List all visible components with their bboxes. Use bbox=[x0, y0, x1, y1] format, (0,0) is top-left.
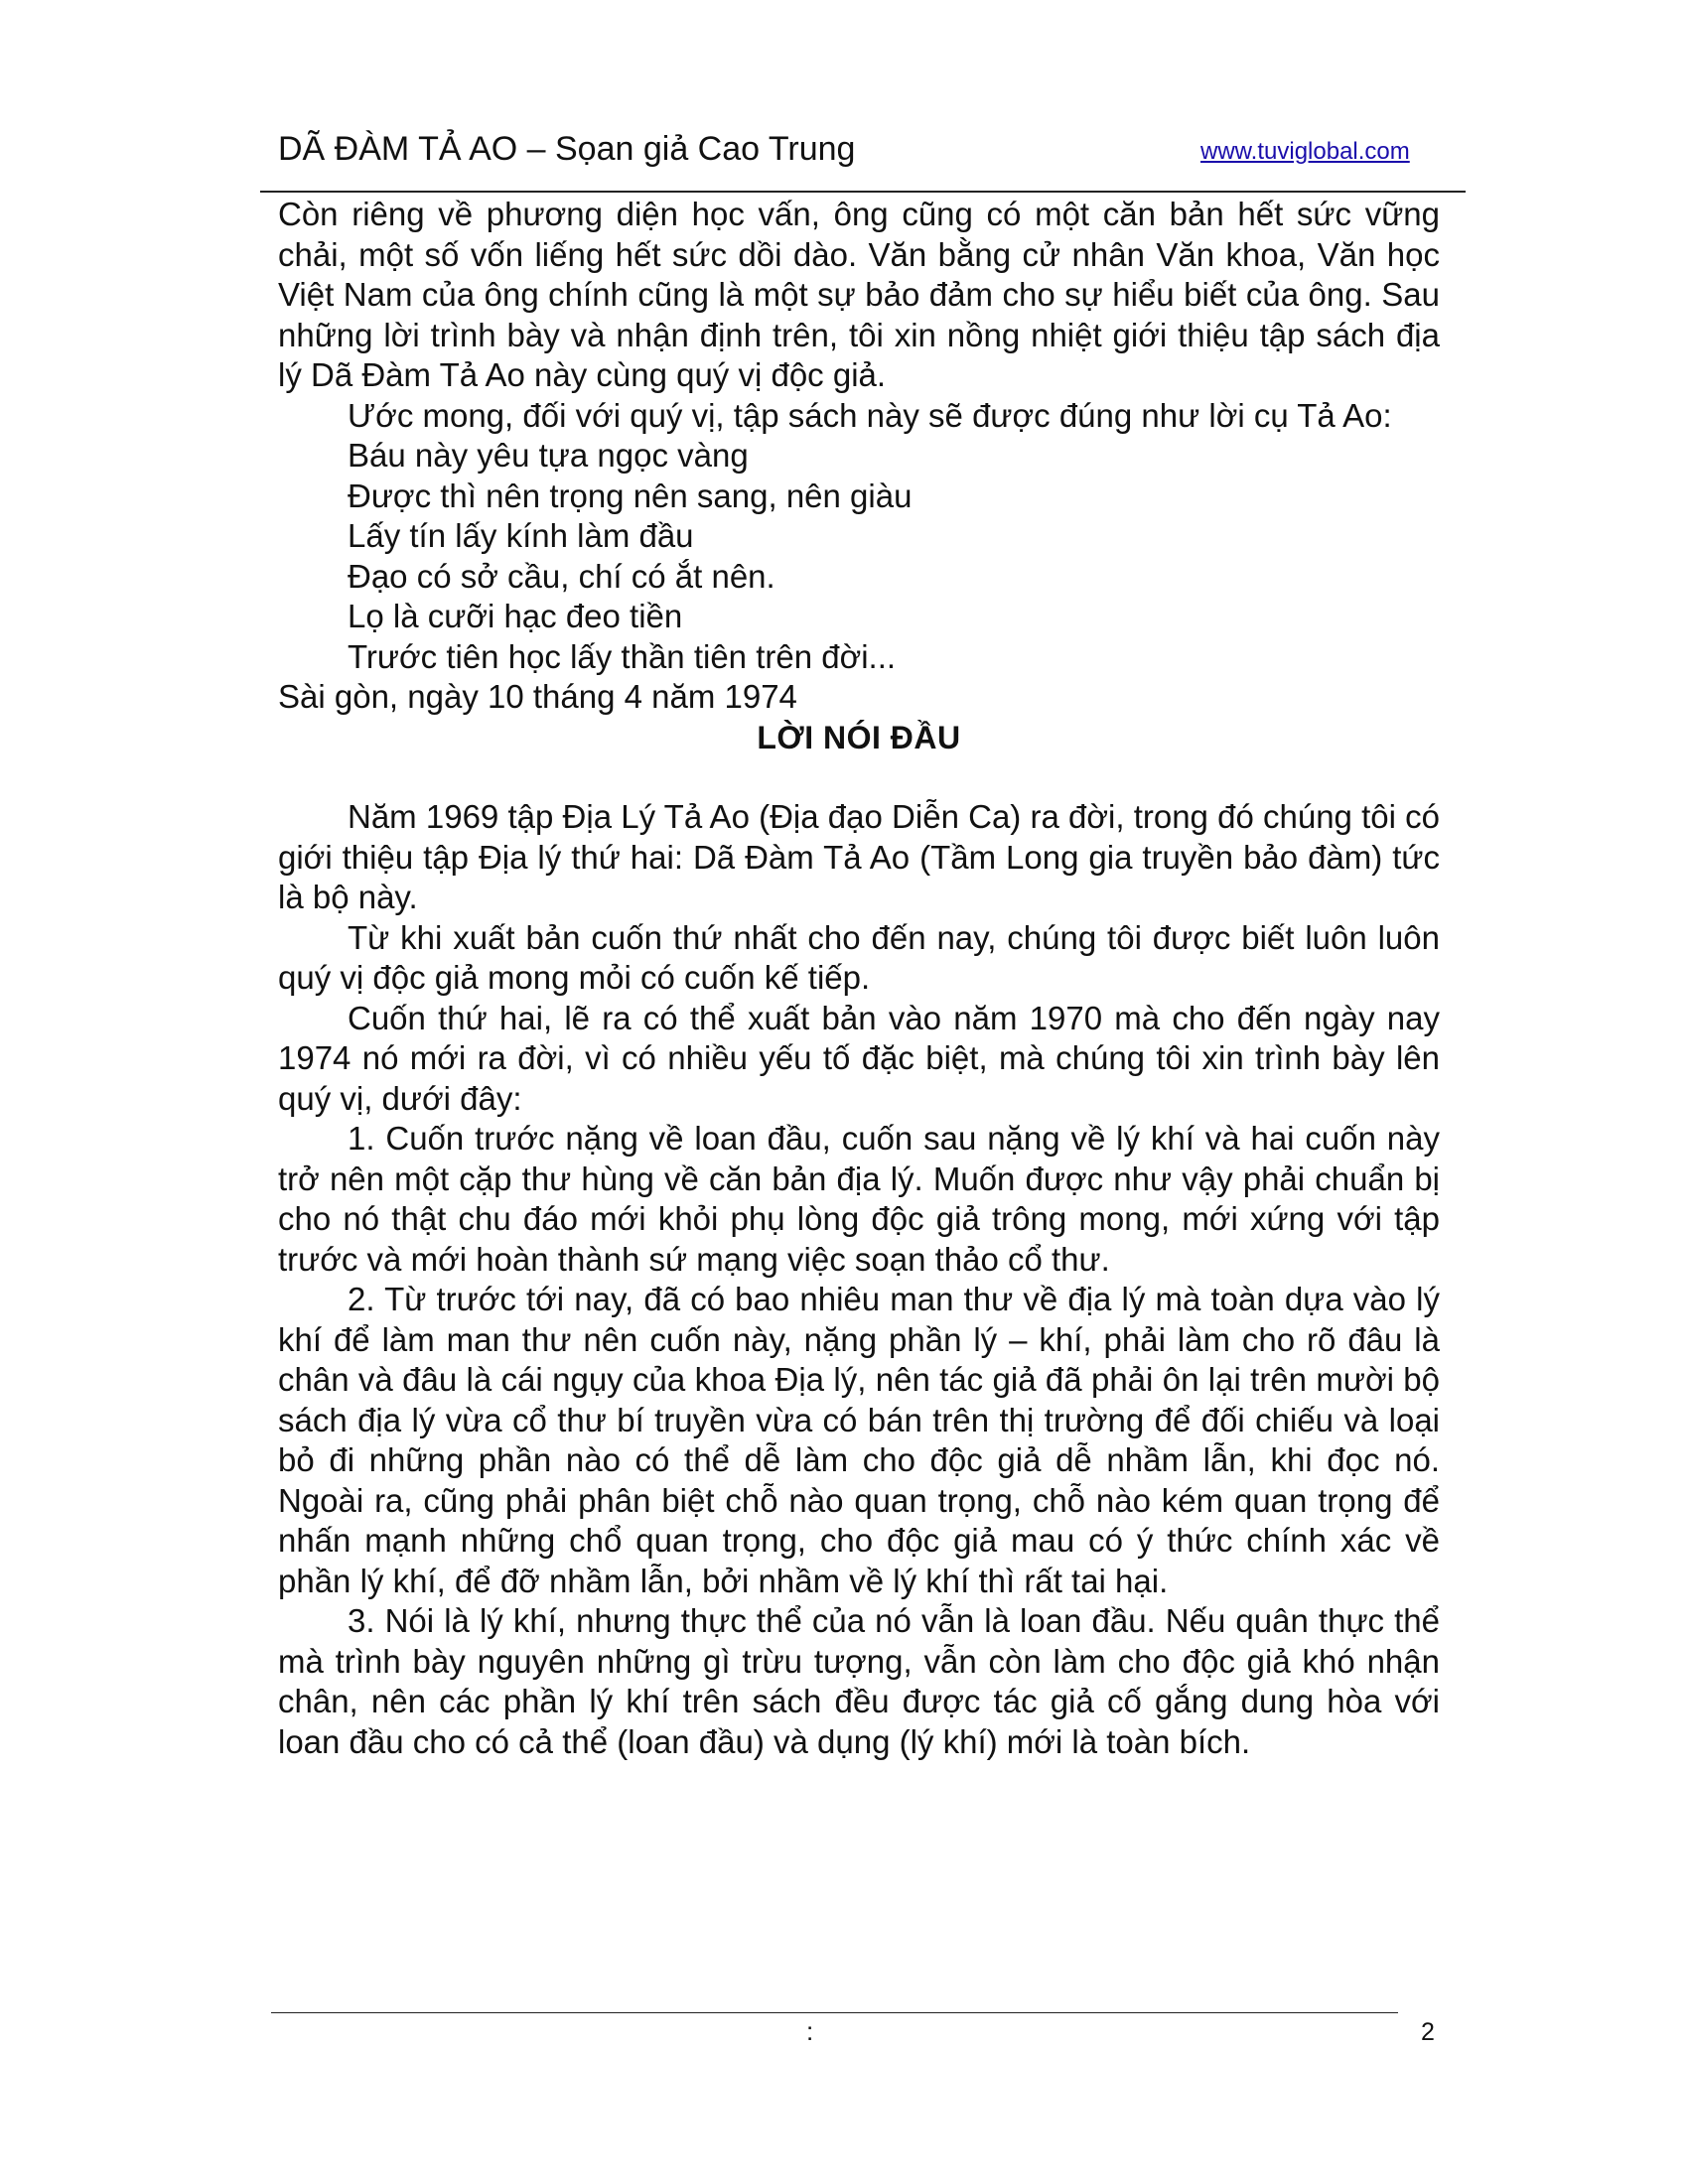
page-number: 2 bbox=[1421, 2018, 1435, 2046]
intro-paragraph: Ước mong, đối với quý vị, tập sách này sẽ được đúng như lời cụ Tả Ao: bbox=[348, 396, 1392, 434]
poem-line: Lấy tín lấy kính làm đầu bbox=[348, 517, 694, 554]
page-header bbox=[276, 127, 1468, 177]
footer-divider bbox=[271, 2012, 1398, 2013]
poem-line: Được thì nên trọng nên sang, nên giàu bbox=[348, 477, 913, 514]
website-link[interactable]: www.tuviglobal.com bbox=[1200, 138, 1410, 165]
preface-paragraph: 1. Cuốn trước nặng về loan đầu, cuốn sau nặng về lý khí và hai cuốn này trở nên một cặp thư hùng về căn bản địa lý. Muốn được như vậy phải chuẩn bị cho nó thật chu đáo mới khỏi phụ lòng độc giả trông mong, mới xứng với tập trước và mới hoàn thành sứ mạng việc soạn thảo cổ thư. bbox=[278, 1120, 1440, 1278]
preface-paragraph: Năm 1969 tập Địa Lý Tả Ao (Địa đạo Diễn Ca) ra đời, trong đó chúng tôi có giới thiệu tập Địa lý thứ hai: Dã Đàm Tả Ao (Tầm Long gia truyền bảo đàm) tức là bộ này. bbox=[278, 798, 1440, 915]
poem bbox=[278, 436, 1440, 677]
header-divider bbox=[260, 191, 1466, 193]
page-content bbox=[278, 195, 1440, 1762]
preface-paragraph: Cuốn thứ hai, lẽ ra có thể xuất bản vào năm 1970 mà cho đến ngày nay 1974 nó mới ra đời, vì có nhiều yếu tố đặc biệt, mà chúng tôi xin trình bày lên quý vị, dưới đây: bbox=[278, 999, 1440, 1117]
poem-line: Lọ là cưỡi hạc đeo tiền bbox=[348, 598, 683, 634]
preface-paragraph: Từ khi xuất bản cuốn thứ nhất cho đến nay, chúng tôi được biết luôn luôn quý vị độc giả mong mỏi có cuốn kế tiếp. bbox=[278, 918, 1440, 996]
intro-paragraph: Còn riêng về phương diện học vấn, ông cũng có một căn bản hết sức vững chải, một số vốn liếng hết sức dồi dào. Văn bằng cử nhân Văn khoa, Văn học Việt Nam của ông chính cũng là một sự bảo đảm cho sự hiểu biết của ông. Sau những lời trình bày và nhận định trên, tôi xin nồng nhiệt giới thiệu tập sách địa lý Dã Đàm Tả Ao này cùng quý vị độc giả. bbox=[278, 196, 1440, 393]
preface-paragraph: 3. Nói là lý khí, nhưng thực thể của nó vẫn là loan đầu. Nếu quân thực thể mà trình bày nguyên những gì trừu tượng, vẫn còn làm cho độc giả khó nhận chân, nên các phần lý khí trên sách đều được tác giả cố gắng dung hòa với loan đầu cho có cả thể (loan đầu) và dụng (lý khí) mới là toàn bích. bbox=[278, 1602, 1440, 1760]
poem-line: Trước tiên học lấy thần tiên trên đời... bbox=[348, 637, 897, 675]
poem-line: Báu này yêu tựa ngọc vàng bbox=[348, 437, 749, 474]
footer-mark: : bbox=[806, 2016, 814, 2046]
section-heading: LỜI NÓI ĐẦU bbox=[757, 719, 961, 755]
header-title: DÃ ĐÀM TẢ AO – Sọan giả Cao Trung bbox=[278, 130, 856, 168]
poem-line: Đạo có sở cầu, chí có ắt nên. bbox=[348, 557, 775, 595]
preface-paragraph: 2. Từ trước tới nay, đã có bao nhiêu man thư về địa lý mà toàn dựa vào lý khí để làm man thư nên cuốn này, nặng phần lý – khí, phải làm cho rõ đâu là chân và đâu là cái ngụy của khoa Địa lý, nên tác giả đã phải ôn lại trên mười bộ sách địa lý vừa cổ thư bí truyền vừa có bán trên thị trường để đối chiếu và loại bỏ đi những phần nào có thể dễ làm cho độc giả dễ nhầm lẫn, khi đọc nó. Ngoài ra, cũng phải phân biệt chỗ nào quan trọng, chỗ nào kém quan trọng để nhấn mạnh những chổ quan trọng, cho độc giả mau có ý thức chính xác về phần lý khí, để đỡ nhầm lẫn, bởi nhầm về lý khí thì rất tai hại. bbox=[278, 1281, 1440, 1599]
date-signature: Sài gòn, ngày 10 tháng 4 năm 1974 bbox=[278, 678, 797, 715]
